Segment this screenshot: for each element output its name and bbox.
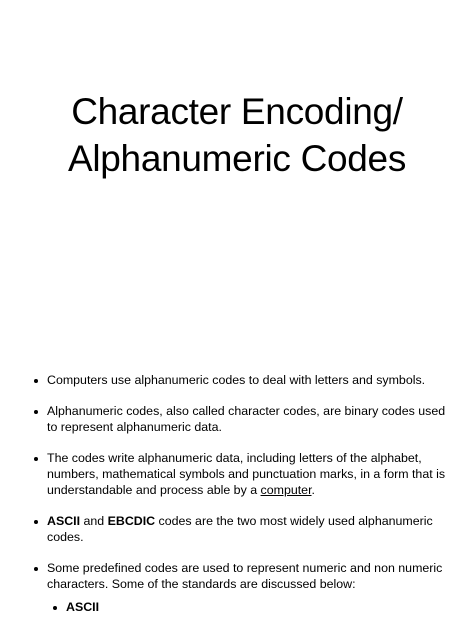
computer-link[interactable]: computer xyxy=(260,483,312,497)
bullet-item xyxy=(28,372,448,388)
bullet-dot-icon xyxy=(34,457,38,461)
ascii-term: ASCII xyxy=(47,514,81,528)
bullet-text-end: . xyxy=(311,483,315,497)
slide-title xyxy=(0,88,474,182)
bullet-text-and: and xyxy=(80,514,108,528)
bullet-item xyxy=(28,403,448,435)
bullet-dot-icon xyxy=(34,567,38,571)
bullet-dot-icon xyxy=(34,379,38,383)
slide-title-line-2: Alphanumeric Codes xyxy=(67,138,407,179)
bullet-text: Computers use alphanumeric codes to deal with letters and symbols. xyxy=(47,373,426,387)
bullet-dot-icon xyxy=(53,606,57,610)
bullet-item xyxy=(28,450,448,498)
sub-bullet-text: ASCII xyxy=(66,600,100,614)
ebcdic-term: EBCDIC xyxy=(107,514,156,528)
bullet-text: codes are the two most widely used alphanumeric codes. xyxy=(47,514,433,544)
bullet-text: Alphanumeric codes, also called character codes, are binary codes used to represent alphanumeric data. xyxy=(47,404,446,434)
sub-bullet-item xyxy=(51,599,99,615)
bullet-dot-icon xyxy=(34,410,38,414)
bullet-list xyxy=(28,372,448,592)
bullet-text: Some predefined codes are used to represent numeric and non numeric characters. Some of the standards are discussed below: xyxy=(47,561,443,591)
bullet-item xyxy=(28,513,448,545)
bullet-dot-icon xyxy=(34,520,38,524)
slide-title-line-1: Character Encoding/ xyxy=(71,91,403,132)
bullet-item xyxy=(28,560,448,592)
bullet-text: The codes write alphanumeric data, including letters of the alphabet, numbers, mathematical symbols and punctuation marks, in a form that is understandable and process able by a xyxy=(47,451,446,497)
